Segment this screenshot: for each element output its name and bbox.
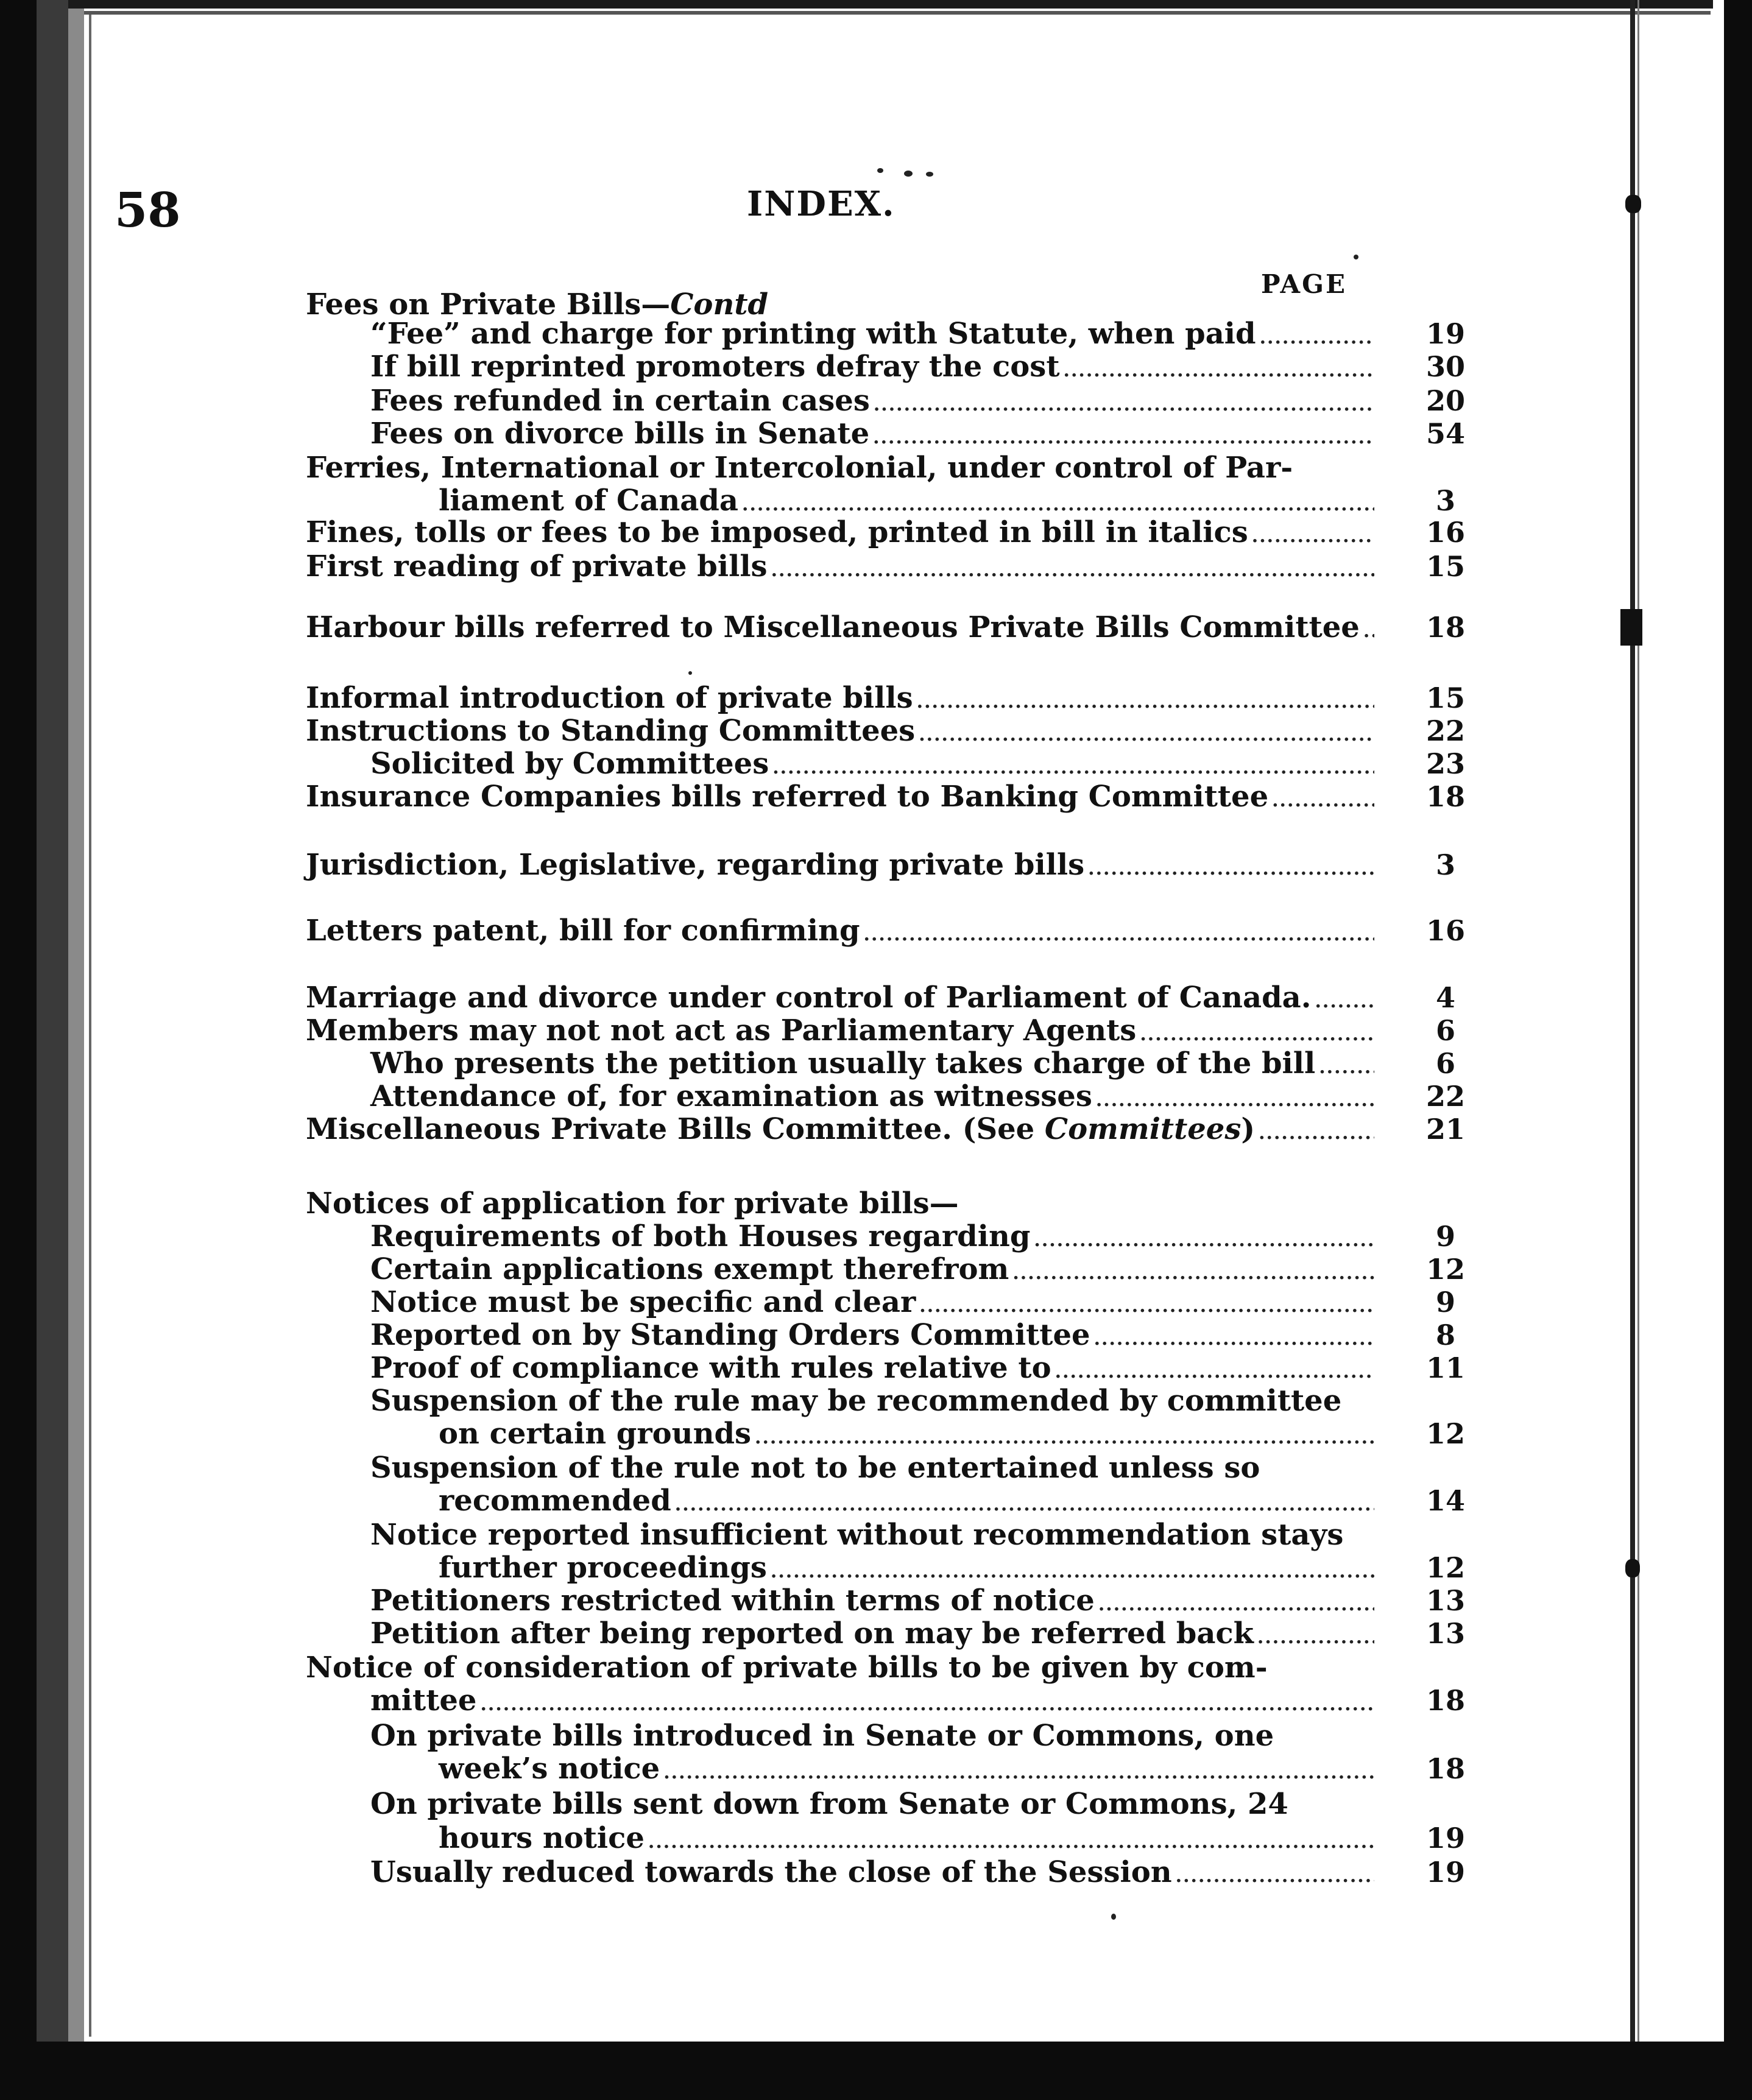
index-entry [306,780,1465,818]
index-entry-page: 9 [1435,1286,1455,1319]
index-entry [306,1651,1378,1685]
scan-border-left [0,0,37,2100]
index-entry-text: Suspension of the rule may be recommended by committee [370,1384,1342,1418]
index-entry [306,451,1378,485]
index-entry [306,515,1465,554]
index-entry-label [370,1719,1274,1753]
index-entry-text: Letters patent, bill for confirming [306,914,860,948]
dot-leader [1257,1621,1374,1655]
index-entry-label [439,1417,751,1451]
index-entry-label [306,1112,1255,1146]
index-entry-label [306,515,1248,549]
index-entry-page: 4 [1435,981,1455,1014]
index-entry-text: Insurance Companies bills referred to Banking Committee [306,780,1269,814]
index-entry [370,1616,1465,1655]
index-entry-text: liament of Canada [439,484,739,518]
index-entry-text: Instructions to Standing Committees [306,714,916,748]
index-entry-suffix: ) [1241,1112,1256,1146]
index-entry-label [306,1186,959,1221]
index-entry-text: Solicited by Committees [370,747,769,781]
index-entry-label [439,1551,767,1585]
index-entry-page: 14 [1425,1484,1465,1517]
index-entry-page: 3 [1435,848,1455,881]
index-entry-label [370,1318,1090,1352]
index-entry-label [439,484,738,518]
dot-leader [675,1488,1374,1522]
book-spine-edge [68,0,84,2042]
dot-leader [1272,784,1374,818]
index-entry-label [370,1584,1095,1618]
index-entry-label [306,848,1084,882]
running-head: INDEX. [747,184,895,224]
index-entry-label [306,981,1311,1015]
index-entry-text: Jurisdiction, Legislative, regarding private bills [306,848,1085,882]
index-entry-label [306,1013,1136,1048]
index-entry-text: Informal introduction of private bills [306,681,913,715]
index-entry-label [370,1616,1254,1651]
index-entry [306,610,1465,649]
index-entry [370,1518,1378,1552]
index-entry [439,1821,1465,1859]
index-entry [306,549,1465,588]
dot-leader [1088,852,1374,886]
index-entry [439,1484,1465,1522]
index-entry [370,1719,1378,1753]
index-entry-page: 15 [1425,550,1465,583]
index-entry-page: 18 [1425,611,1465,644]
index-entry-label [439,1821,645,1855]
index-entry-label [370,1219,1030,1253]
index-entry-page: 22 [1425,714,1465,747]
index-entry-text: First reading of private bills [306,549,768,583]
dot-leader [1176,1859,1374,1894]
index-entry-page: 15 [1425,682,1465,714]
index-entry-page: 6 [1435,1047,1455,1080]
index-entry-page: 23 [1425,747,1465,780]
dot-leader [771,554,1374,588]
index-entry-text: Proof of compliance with rules relative to [370,1351,1051,1385]
index-entry-text: Certain applications exempt therefrom [370,1252,1009,1286]
index-entry [370,350,1465,388]
index-entry-label [370,350,1060,384]
index-entry-page: 54 [1425,417,1465,450]
scan-border-bottom [0,2042,1752,2100]
index-entry-page: 13 [1425,1617,1465,1650]
index-entry-text: Fees on Private Bills— [306,287,671,322]
index-entry-page: 19 [1425,1822,1465,1855]
index-entry-text: further proceedings [439,1551,767,1585]
index-entry-text: Suspension of the rule not to be entertained unless so [370,1451,1260,1485]
index-entry-label [439,1752,660,1786]
index-entry-label [370,1046,1315,1080]
index-entry-page: 9 [1435,1220,1455,1253]
index-entry-label [370,1518,1343,1552]
index-entry-page: 19 [1425,317,1465,350]
index-entry-label [306,610,1360,644]
index-entry-text: Requirements of both Houses regarding [370,1219,1031,1253]
index-entry-label [306,714,915,748]
index-entry-page: 18 [1425,1684,1465,1717]
index-entry-text: Reported on by Standing Orders Committee [370,1318,1090,1352]
dot-leader [1259,1116,1374,1150]
index-entry-text: week’s notice [439,1752,660,1786]
index-entry-italic: Contd [670,287,769,322]
index-entry-text: mittee [370,1683,477,1718]
index-entry [439,1752,1465,1790]
dot-leader [1064,354,1375,388]
index-entry-text: Fees on divorce bills in Senate [370,417,870,451]
page-right-edge [1630,0,1635,2042]
index-entry-text: Notice must be specific and clear [370,1285,916,1319]
index-entry-text: Harbour bills referred to Miscellaneous Private Bills Committee [306,610,1360,644]
index-entry [306,914,1465,952]
index-entry-page: 12 [1425,1417,1465,1450]
index-entry-page: 18 [1425,780,1465,813]
index-entry-text: Attendance of, for examination as witnesses [370,1079,1092,1113]
index-entry-label [306,451,1293,485]
index-entry-page: 20 [1425,384,1465,417]
index-entry-italic: Committees [1044,1112,1242,1146]
index-entry-label [370,747,769,781]
page-number: 58 [115,183,181,238]
index-entry [370,1384,1378,1418]
index-entry-text: Petition after being reported on may be referred back [370,1616,1254,1651]
index-entry [370,417,1465,455]
index-entry-page: 16 [1425,914,1465,947]
index-entry-text: “Fee” and charge for printing with Statute, when paid [370,317,1256,351]
index-entry-label [306,914,860,948]
index-entry-text: on certain grounds [439,1417,752,1451]
index-entry-text: Miscellaneous Private Bills Committee. (See [306,1112,1045,1146]
index-entry-text: Notices of application for private bills— [306,1186,959,1221]
dot-leader [864,918,1374,952]
index-entry-page: 19 [1425,1856,1465,1889]
index-entry-text: Members may not not act as Parliamentary Agents [306,1013,1137,1048]
index-entry [306,848,1455,886]
index-entry-label [370,1384,1341,1418]
index-entry-label [370,1787,1288,1821]
index-entry-label [370,1855,1172,1889]
index-entry-label [370,1252,1009,1286]
index-entry-page: 21 [1425,1113,1465,1146]
index-entry-page: 30 [1425,350,1465,383]
index-entry-page: 13 [1425,1584,1465,1617]
index-entry-page: 22 [1425,1080,1465,1113]
index-entry-page: 18 [1425,1752,1465,1785]
index-entry-text: Petitioners restricted within terms of notice [370,1584,1095,1618]
index-entry [370,1787,1378,1821]
index-entry-label [306,780,1268,814]
index-entry-text: Who presents the petition usually takes charge of the bill [370,1046,1316,1080]
index-entry-text: Marriage and divorce under control of Parliament of Canada. [306,981,1312,1015]
index-entry-text: On private bills sent down from Senate or Commons, 24 [370,1787,1288,1821]
index-entry [306,1186,1378,1221]
index-entry [439,1417,1465,1455]
index-entry-page: 6 [1435,1014,1455,1047]
page-column-label: PAGE [1261,269,1347,299]
page-right-edge-inner [1637,0,1639,2042]
dot-leader [1252,520,1374,554]
index-entry-page: 8 [1435,1319,1455,1351]
index-entry [370,1855,1465,1894]
index-entry-label [370,317,1256,351]
index-entry-label [370,384,870,418]
index-entry-label [306,549,768,583]
index-entry-page: 3 [1435,484,1455,517]
index-entry [370,1683,1465,1722]
index-entry-text: Notice reported insufficient without recommendation stays [370,1518,1344,1552]
dot-leader [755,1421,1374,1455]
index-entry-label [370,417,869,451]
index-entry-label [439,1484,671,1518]
index-entry-text: recommended [439,1484,671,1518]
index-entry [370,1451,1378,1485]
index-entry-page: 12 [1425,1551,1465,1584]
index-entry-text: hours notice [439,1821,645,1855]
index-entry-label [370,1451,1260,1485]
index-entry-text: Notice of consideration of private bills to be given by com- [306,1651,1268,1685]
index-entry-page: 12 [1425,1253,1465,1286]
scan-border-right [1724,0,1752,2100]
index-entry-page: 16 [1425,516,1465,549]
index-entry-page: 11 [1425,1351,1465,1384]
index-entry-label [306,681,913,715]
book-spine [37,0,68,2042]
index-entry [306,1112,1465,1150]
index-entry-text: Fines, tolls or fees to be imposed, printed in bill in italics [306,515,1248,549]
dot-leader [648,1825,1374,1859]
index-entry-text: On private bills introduced in Senate or Commons, one [370,1719,1274,1753]
index-entry-text: If bill reprinted promoters defray the cost [370,350,1060,384]
scan-border-top [68,0,1713,9]
index-entry-label [370,1079,1092,1113]
index-entry-label [306,1651,1268,1685]
dot-leader [480,1688,1374,1722]
index-entry-text: Ferries, International or Intercolonial, under control of Par- [306,451,1293,485]
index-entry-text: Fees refunded in certain cases [370,384,870,418]
index-entry-label [370,1285,916,1319]
index-entry-text: Usually reduced towards the close of the Session [370,1855,1172,1889]
dot-leader [873,421,1374,455]
dot-leader [1363,615,1374,649]
index-entry-label [370,1683,476,1718]
index-entry-label [370,1351,1051,1385]
dot-leader [663,1756,1374,1790]
